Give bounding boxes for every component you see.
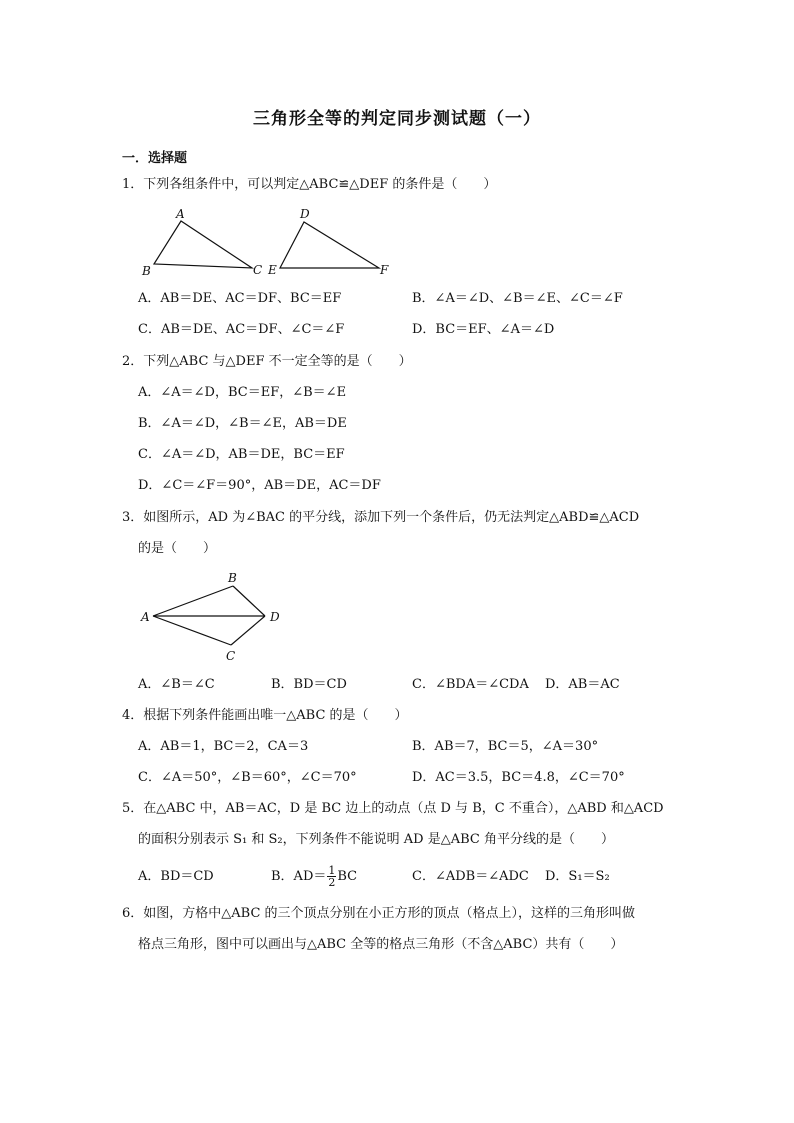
section-heading: 一．选择题 — [122, 151, 188, 166]
question-1-figure — [138, 205, 398, 277]
label-e: E — [268, 263, 277, 277]
question-4-option-d: D．AC＝3.5，BC＝4.8，∠C＝70° — [412, 770, 625, 785]
label-a: A — [176, 207, 185, 221]
triangle-abc — [154, 221, 252, 268]
question-1-option-b: B．∠A＝∠D、∠B＝∠E、∠C＝∠F — [412, 291, 623, 306]
label-c: C — [253, 263, 263, 277]
question-3-option-c: C．∠BDA＝∠CDA — [412, 677, 529, 692]
question-5-option-b — [271, 861, 357, 893]
question-5-stem-line-2: 的面积分别表示 S₁ 和 S₂，下列条件不能说明 AD 是△ABC 角平分线的是（ ） — [138, 832, 614, 847]
question-6-stem-line-1: 6．如图，方格中△ABC 的三个顶点分别在小正方形的顶点（格点上），这样的三角形叫做 — [122, 906, 636, 921]
question-5-stem-line-1: 5．在△ABC 中，AB＝AC，D 是 BC 边上的动点（点 D 与 B，C 不重合），△ABD 和△ACD — [122, 801, 664, 816]
question-4-option-b: B．AB＝7，BC＝5，∠A＝30° — [412, 739, 599, 754]
fraction-one-half — [327, 865, 336, 888]
question-3-figure — [138, 568, 298, 668]
label-c: C — [226, 649, 236, 663]
question-2-option-b: B．∠A＝∠D，∠B＝∠E，AB＝DE — [138, 416, 347, 431]
question-2-option-a: A．∠A＝∠D，BC＝EF，∠B＝∠E — [138, 385, 347, 400]
question-1-option-d: D．BC＝EF、∠A＝∠D — [412, 322, 555, 337]
question-1-stem: 1．下列各组条件中，可以判定△ABC≌△DEF 的条件是（ ） — [122, 177, 497, 192]
question-5-option-d: D．S₁＝S₂ — [545, 869, 610, 884]
question-2-option-d: D．∠C＝∠F＝90°，AB＝DE，AC＝DF — [138, 478, 381, 493]
question-1-option-a: A．AB＝DE、AC＝DF、BC＝EF — [138, 291, 342, 306]
segment-bd — [233, 586, 265, 616]
label-a: A — [141, 610, 150, 624]
question-4-option-a: A．AB＝1，BC＝2，CA＝3 — [138, 739, 309, 754]
fraction-numerator: 1 — [328, 864, 336, 877]
question-2-option-c: C．∠A＝∠D，AB＝DE，BC＝EF — [138, 447, 345, 462]
question-4-option-c: C．∠A＝50°，∠B＝60°，∠C＝70° — [138, 770, 357, 785]
question-3-stem-line-1: 3．如图所示，AD 为∠BAC 的平分线，添加下列一个条件后，仍无法判定△ABD≌△ACD — [122, 510, 640, 525]
question-2-stem: 2．下列△ABC 与△DEF 不一定全等的是（ ） — [122, 354, 412, 369]
question-3-option-b: B．BD＝CD — [271, 677, 347, 692]
question-6-stem-line-2: 格点三角形，图中可以画出与△ABC 全等的格点三角形（不含△ABC）共有（ ） — [138, 937, 624, 952]
segment-cd — [231, 616, 265, 645]
label-b: B — [228, 571, 237, 585]
triangle-def — [280, 222, 379, 268]
option-b-suffix: BC — [337, 869, 358, 884]
question-5-option-a: A．BD＝CD — [138, 869, 214, 884]
label-d: D — [300, 207, 310, 221]
segment-ab — [153, 586, 233, 616]
page-title: 三角形全等的判定同步测试题（一） — [253, 109, 541, 129]
question-5-option-c: C．∠ADB＝∠ADC — [412, 869, 529, 884]
question-1-option-c: C．AB＝DE、AC＝DF、∠C＝∠F — [138, 322, 345, 337]
segment-ac — [153, 616, 231, 645]
question-3-stem-line-2: 的是（ ） — [138, 541, 217, 556]
label-d: D — [270, 610, 280, 624]
question-3-option-a: A．∠B＝∠C — [138, 677, 215, 692]
option-b-prefix: B．AD＝ — [271, 869, 327, 884]
label-f: F — [380, 263, 389, 277]
label-b: B — [142, 264, 151, 277]
fraction-denominator: 2 — [328, 876, 336, 889]
question-4-stem: 4．根据下列条件能画出唯一△ABC 的是（ ） — [122, 708, 408, 723]
question-3-option-d: D．AB＝AC — [545, 677, 620, 692]
